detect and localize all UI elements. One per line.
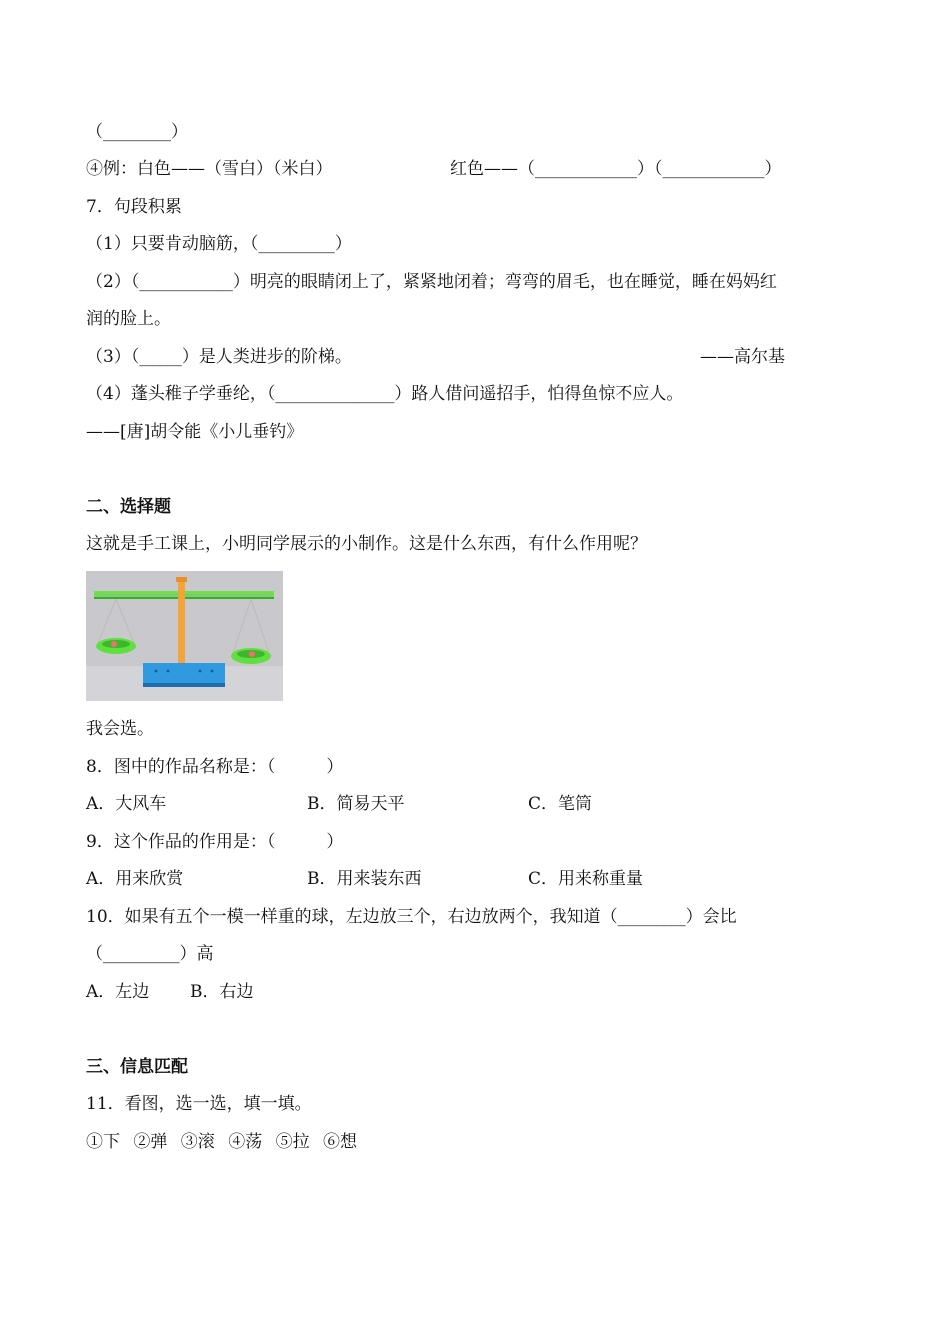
question-11-choices: ①下 ②弹 ③滚 ④荡 ⑤拉 ⑥想 <box>86 1132 358 1152</box>
balance-scale-illustration <box>86 571 283 701</box>
question-7-3-author: ——高尔基 <box>700 347 785 367</box>
question-8-option-a[interactable]: A．大风车 <box>86 794 167 814</box>
question-7-4-source: ——[唐]胡令能《小儿垂钓》 <box>86 422 304 442</box>
question-10-line1: 10．如果有五个一模一样重的球，左边放三个，右边放两个，我知道（________）会比 <box>86 907 737 927</box>
question-7-title: 7．句段积累 <box>86 197 182 217</box>
question-8-option-b[interactable]: B．简易天平 <box>307 794 405 814</box>
question-8-option-c[interactable]: C．笔筒 <box>528 794 593 814</box>
question-10-line2: （_________）高 <box>86 944 214 964</box>
question-10-option-a[interactable]: A．左边 <box>86 982 150 1002</box>
section-2-prompt: 我会选。 <box>86 719 154 739</box>
question-9-option-a[interactable]: A．用来欣赏 <box>86 869 184 889</box>
question-9-option-b[interactable]: B．用来装东西 <box>307 869 422 889</box>
question-9: 9．这个作品的作用是：（ ） <box>86 832 344 852</box>
section-2-intro: 这就是手工课上，小明同学展示的小制作。这是什么东西，有什么作用呢？ <box>86 534 647 554</box>
section-3-heading: 三、信息匹配 <box>86 1057 188 1077</box>
answer-blank-line: （________） <box>86 122 188 142</box>
question-7-2-line1: （2）（___________）明亮的眼睛闭上了，紧紧地闭着；弯弯的眉毛，也在睡觉，睡在妈妈红 <box>86 272 777 292</box>
question-7-1: （1）只要肯动脑筋，（_________） <box>86 234 352 254</box>
question-7-4: （4）蓬头稚子学垂纶，（______________）路人借问遥招手，怕得鱼惊不应人。 <box>86 384 684 404</box>
section-2-heading: 二、选择题 <box>86 497 171 517</box>
question-11: 11．看图，选一选，填一填。 <box>86 1094 312 1114</box>
question-7-3: （3）（_____）是人类进步的阶梯。 <box>86 347 352 367</box>
question-10-option-b[interactable]: B．右边 <box>190 982 254 1002</box>
example-red-line: 红色——（____________）（____________） <box>450 159 782 179</box>
balance-scale-photo <box>86 571 283 701</box>
example-white-line: ④例：白色——（雪白）（米白） <box>86 159 333 179</box>
question-9-option-c[interactable]: C．用来称重量 <box>528 869 644 889</box>
question-8: 8．图中的作品名称是：（ ） <box>86 757 344 777</box>
question-7-2-line2: 润的脸上。 <box>86 309 171 329</box>
